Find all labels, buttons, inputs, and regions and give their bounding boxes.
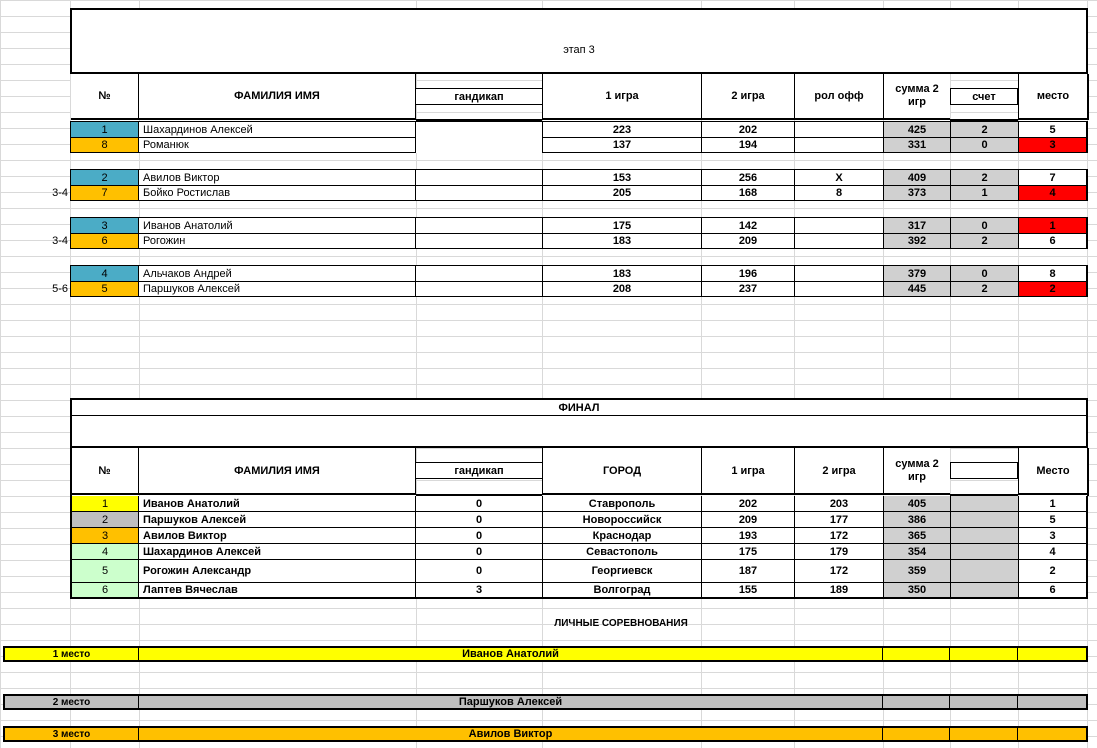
stage-name-cell[interactable]: Шахардинов Алексей xyxy=(139,121,416,137)
final-game1-cell[interactable]: 155 xyxy=(701,583,794,599)
final-header-sum xyxy=(883,448,950,495)
stage-header-place: место xyxy=(1018,74,1087,120)
stage-name-cell[interactable]: Иванов Анатолий xyxy=(139,217,416,233)
final-place-cell[interactable]: 4 xyxy=(1018,544,1088,560)
stage-game1-cell[interactable]: 175 xyxy=(542,217,701,233)
stage-header-sum-line1: сумма 2 xyxy=(895,83,939,95)
final-blank-cell[interactable] xyxy=(950,560,1018,583)
stage-header-game2: 2 игра xyxy=(701,74,794,120)
stage-score-cell[interactable]: 2 xyxy=(950,169,1018,185)
stage-header-sum xyxy=(883,74,950,120)
individual-extra-cell[interactable] xyxy=(1018,726,1088,742)
final-city-cell[interactable]: Новороссийск xyxy=(542,512,701,528)
stage-game2-cell[interactable]: 256 xyxy=(701,169,794,185)
final-handicap-cell[interactable]: 0 xyxy=(416,528,542,544)
stage-place-cell[interactable]: 3 xyxy=(1018,137,1088,153)
final-city-cell[interactable]: Краснодар xyxy=(542,528,701,544)
final-sum-cell[interactable]: 350 xyxy=(883,583,950,599)
final-city-cell[interactable]: Волгоград xyxy=(542,583,701,599)
stage-num-cell[interactable]: 1 xyxy=(70,121,139,137)
individual-place-label[interactable]: 3 место xyxy=(3,726,139,742)
individual-winner-name[interactable]: Иванов Анатолий xyxy=(139,646,883,662)
final-game2-cell[interactable]: 172 xyxy=(794,528,883,544)
stage-place-cell[interactable]: 6 xyxy=(1018,233,1088,249)
stage-name-cell[interactable]: Романюк xyxy=(139,137,416,153)
stage-handicap-cell[interactable] xyxy=(416,137,542,153)
stage-num-cell[interactable]: 8 xyxy=(70,137,139,153)
stage-handicap-cell[interactable] xyxy=(416,233,542,249)
final-game1-cell[interactable]: 175 xyxy=(701,544,794,560)
final-blank-cell[interactable] xyxy=(950,496,1018,512)
final-game2-cell[interactable]: 172 xyxy=(794,560,883,583)
stage-handicap-cell[interactable] xyxy=(416,185,542,201)
individual-extra-cell[interactable] xyxy=(1018,694,1088,710)
stage-handicap-cell[interactable] xyxy=(416,281,542,297)
stage-num-cell[interactable]: 5 xyxy=(70,281,139,297)
stage-sum-cell[interactable]: 425 xyxy=(883,121,950,137)
final-header-sum-line2: игр xyxy=(907,470,927,483)
stage-game2-cell[interactable]: 142 xyxy=(701,217,794,233)
stage-header-num: № xyxy=(71,74,139,120)
individual-extra-cell[interactable] xyxy=(883,694,950,710)
final-num-cell[interactable]: 3 xyxy=(70,528,139,544)
final-name-cell[interactable]: Авилов Виктор xyxy=(139,528,416,544)
final-game1-cell[interactable]: 209 xyxy=(701,512,794,528)
stage-score-cell[interactable]: 0 xyxy=(950,265,1018,281)
final-city-cell[interactable]: Севастополь xyxy=(542,544,701,560)
stage-place-cell[interactable]: 4 xyxy=(1018,185,1088,201)
stage-rolloff-cell[interactable] xyxy=(794,137,883,153)
stage-rolloff-cell[interactable] xyxy=(794,217,883,233)
final-handicap-cell[interactable]: 3 xyxy=(416,583,542,599)
final-header-blank xyxy=(950,462,1018,479)
final-num-cell[interactable]: 4 xyxy=(70,544,139,560)
stage-sum-cell[interactable]: 445 xyxy=(883,281,950,297)
final-sum-cell[interactable]: 359 xyxy=(883,560,950,583)
final-sum-cell[interactable]: 354 xyxy=(883,544,950,560)
final-sum-cell[interactable]: 365 xyxy=(883,528,950,544)
stage-handicap-cell[interactable] xyxy=(416,217,542,233)
final-game2-cell[interactable]: 189 xyxy=(794,583,883,599)
final-blank-cell[interactable] xyxy=(950,544,1018,560)
final-handicap-cell[interactable]: 0 xyxy=(416,512,542,528)
individual-extra-cell[interactable] xyxy=(1018,646,1088,662)
stage-game1-cell[interactable]: 153 xyxy=(542,169,701,185)
stage-rolloff-cell[interactable]: X xyxy=(794,169,883,185)
stage-place-cell[interactable]: 1 xyxy=(1018,217,1088,233)
stage-header-name: ФАМИЛИЯ ИМЯ xyxy=(139,74,416,120)
final-sum-cell[interactable]: 405 xyxy=(883,496,950,512)
final-place-cell[interactable]: 3 xyxy=(1018,528,1088,544)
final-header-name: ФАМИЛИЯ ИМЯ xyxy=(139,448,416,495)
individual-extra-cell[interactable] xyxy=(950,726,1018,742)
stage-name-cell[interactable]: Паршуков Алексей xyxy=(139,281,416,297)
final-place-cell[interactable]: 6 xyxy=(1018,583,1088,599)
stage-title-box xyxy=(70,8,1088,74)
individual-extra-cell[interactable] xyxy=(883,726,950,742)
final-header-place: Место xyxy=(1018,448,1087,495)
final-num-cell[interactable]: 6 xyxy=(70,583,139,599)
final-game2-cell[interactable]: 203 xyxy=(794,496,883,512)
stage-game2-cell[interactable]: 202 xyxy=(701,121,794,137)
final-blank-cell[interactable] xyxy=(950,583,1018,599)
final-place-cell[interactable]: 5 xyxy=(1018,512,1088,528)
stage-name-cell[interactable]: Рогожин xyxy=(139,233,416,249)
final-header-game2: 2 игра xyxy=(794,448,883,495)
stage-game1-cell[interactable]: 223 xyxy=(542,121,701,137)
stage-game1-cell[interactable]: 205 xyxy=(542,185,701,201)
stage-sum-cell[interactable]: 409 xyxy=(883,169,950,185)
stage-header-sum-line2: игр xyxy=(907,96,927,108)
final-game1-cell[interactable]: 202 xyxy=(701,496,794,512)
stage-game1-cell[interactable]: 208 xyxy=(542,281,701,297)
stage-sum-cell[interactable]: 373 xyxy=(883,185,950,201)
individual-winner-name[interactable]: Паршуков Алексей xyxy=(139,694,883,710)
final-num-cell[interactable]: 2 xyxy=(70,512,139,528)
stage-game2-cell[interactable]: 209 xyxy=(701,233,794,249)
final-game1-cell[interactable]: 187 xyxy=(701,560,794,583)
stage-rolloff-cell[interactable] xyxy=(794,233,883,249)
stage-header-handicap: гандикап xyxy=(416,88,542,105)
stage-rolloff-cell[interactable] xyxy=(794,265,883,281)
stage-score-cell[interactable]: 2 xyxy=(950,233,1018,249)
stage-game2-cell[interactable]: 237 xyxy=(701,281,794,297)
stage-sum-cell[interactable]: 379 xyxy=(883,265,950,281)
stage-rolloff-cell[interactable] xyxy=(794,281,883,297)
final-place-cell[interactable]: 2 xyxy=(1018,560,1088,583)
individual-extra-cell[interactable] xyxy=(950,694,1018,710)
final-blank-cell[interactable] xyxy=(950,512,1018,528)
final-sum-cell[interactable]: 386 xyxy=(883,512,950,528)
stage-handicap-cell[interactable] xyxy=(416,121,542,137)
stage-score-cell[interactable]: 0 xyxy=(950,217,1018,233)
individual-extra-cell[interactable] xyxy=(950,646,1018,662)
final-title: ФИНАЛ xyxy=(558,401,600,414)
stage-score-cell[interactable]: 0 xyxy=(950,137,1018,153)
stage-handicap-cell[interactable] xyxy=(416,169,542,185)
stage-handicap-cell[interactable] xyxy=(416,265,542,281)
stage-game1-cell[interactable]: 183 xyxy=(542,233,701,249)
final-handicap-cell[interactable]: 0 xyxy=(416,496,542,512)
final-num-cell[interactable]: 1 xyxy=(70,496,139,512)
final-header-sum-line1: сумма 2 xyxy=(895,457,939,470)
stage-num-cell[interactable]: 6 xyxy=(70,233,139,249)
stage-side-label[interactable]: 3-4 xyxy=(52,187,68,199)
individual-title: ЛИЧНЫЕ СОРЕВНОВАНИЯ xyxy=(554,617,688,629)
stage-game2-cell[interactable]: 196 xyxy=(701,265,794,281)
final-place-cell[interactable]: 1 xyxy=(1018,496,1088,512)
final-name-cell[interactable]: Шахардинов Алексей xyxy=(139,544,416,560)
final-num-cell[interactable]: 5 xyxy=(70,560,139,583)
final-header-num: № xyxy=(71,448,139,495)
stage-sum-cell[interactable]: 317 xyxy=(883,217,950,233)
individual-place-label[interactable]: 2 место xyxy=(3,694,139,710)
stage-game1-cell[interactable]: 137 xyxy=(542,137,701,153)
final-game2-cell[interactable]: 177 xyxy=(794,512,883,528)
final-name-cell[interactable]: Рогожин Александр xyxy=(139,560,416,583)
stage-sum-cell[interactable]: 392 xyxy=(883,233,950,249)
individual-extra-cell[interactable] xyxy=(883,646,950,662)
stage-name-cell[interactable]: Авилов Виктор xyxy=(139,169,416,185)
stage-game2-cell[interactable]: 168 xyxy=(701,185,794,201)
stage-header-score: счет xyxy=(950,88,1018,105)
stage-score-cell[interactable]: 1 xyxy=(950,185,1018,201)
final-city-cell[interactable]: Георгиевск xyxy=(542,560,701,583)
stage-name-cell[interactable]: Альчаков Андрей xyxy=(139,265,416,281)
final-header-game1: 1 игра xyxy=(701,448,794,495)
stage-num-cell[interactable]: 7 xyxy=(70,185,139,201)
stage-header-game1: 1 игра xyxy=(542,74,701,120)
final-handicap-cell[interactable]: 0 xyxy=(416,544,542,560)
final-name-cell[interactable]: Лаптев Вячеслав xyxy=(139,583,416,599)
stage-name-cell[interactable]: Бойко Ростислав xyxy=(139,185,416,201)
final-name-cell[interactable]: Иванов Анатолий xyxy=(139,496,416,512)
final-header-city: ГОРОД xyxy=(542,448,701,495)
final-game1-cell[interactable]: 193 xyxy=(701,528,794,544)
stage-side-label[interactable]: 5-6 xyxy=(52,283,68,295)
stage-place-cell[interactable]: 2 xyxy=(1018,281,1088,297)
final-handicap-cell[interactable]: 0 xyxy=(416,560,542,583)
final-city-cell[interactable]: Ставрополь xyxy=(542,496,701,512)
stage-place-cell[interactable]: 8 xyxy=(1018,265,1088,281)
stage-rolloff-cell[interactable] xyxy=(794,121,883,137)
stage-score-cell[interactable]: 2 xyxy=(950,121,1018,137)
stage-side-label[interactable]: 3-4 xyxy=(52,235,68,247)
final-header-handicap: гандикап xyxy=(416,462,542,479)
individual-winner-name[interactable]: Авилов Виктор xyxy=(139,726,883,742)
stage-sum-cell[interactable]: 331 xyxy=(883,137,950,153)
final-name-cell[interactable]: Паршуков Алексей xyxy=(139,512,416,528)
stage-header-rolloff: рол офф xyxy=(794,74,883,120)
final-blank-cell[interactable] xyxy=(950,528,1018,544)
stage-score-cell[interactable]: 2 xyxy=(950,281,1018,297)
stage-rolloff-cell[interactable]: 8 xyxy=(794,185,883,201)
stage-place-cell[interactable]: 7 xyxy=(1018,169,1088,185)
individual-place-label[interactable]: 1 место xyxy=(3,646,139,662)
stage-game2-cell[interactable]: 194 xyxy=(701,137,794,153)
final-game2-cell[interactable]: 179 xyxy=(794,544,883,560)
stage-game1-cell[interactable]: 183 xyxy=(542,265,701,281)
stage-num-cell[interactable]: 3 xyxy=(70,217,139,233)
stage-place-cell[interactable]: 5 xyxy=(1018,121,1088,137)
stage-num-cell[interactable]: 4 xyxy=(70,265,139,281)
stage-num-cell[interactable]: 2 xyxy=(70,169,139,185)
stage-title: этап 3 xyxy=(563,44,595,56)
